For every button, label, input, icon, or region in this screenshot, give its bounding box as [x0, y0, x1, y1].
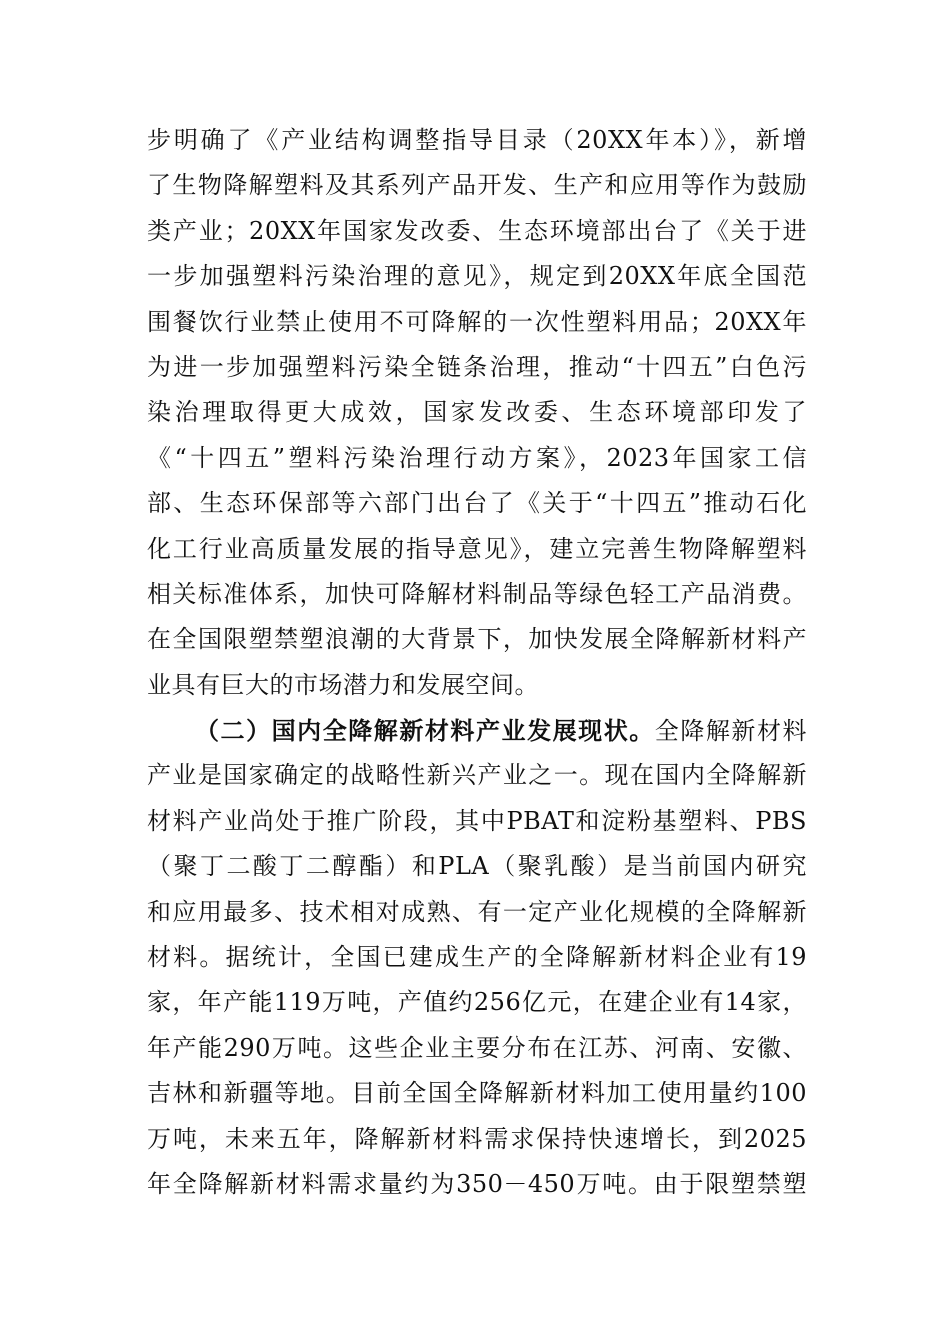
text-line: 相关标准体系，加快可降解材料制品等绿色轻工产品消费。 — [147, 579, 807, 608]
text-line: 围餐饮行业禁止使用不可降解的一次性塑料用品；20XX年 — [147, 307, 807, 336]
text-line: 部、生态环保部等六部门出台了《关于“十四五”推动石化 — [147, 489, 807, 518]
text-line: 家，年产能119万吨，产值约256亿元，在建企业有14家， — [147, 988, 807, 1017]
text-line: 和应用最多、技术相对成熟、有一定产业化规模的全降解新 — [147, 897, 807, 926]
text-line: 年全降解新材料需求量约为350－450万吨。由于限塑禁塑 — [147, 1169, 807, 1198]
text-line: 化工行业高质量发展的指导意见》，建立完善生物降解塑料 — [147, 534, 807, 563]
text-line: （聚丁二酸丁二醇酯）和PLA（聚乳酸）是当前国内研究 — [147, 852, 807, 881]
text-line: 类产业；20XX年国家发改委、生态环境部出台了《关于进 — [147, 216, 807, 245]
text-line: 材料产业尚处于推广阶段，其中PBAT和淀粉基塑料、PBS — [147, 806, 807, 835]
heading-line-rest: 全降解新材料 — [654, 717, 807, 746]
text-line: 《“十四五”塑料污染治理行动方案》，2023年国家工信 — [147, 443, 807, 472]
text-line: 材料。据统计，全国已建成生产的全降解新材料企业有19 — [147, 943, 807, 972]
text-line: 为进一步加强塑料污染全链条治理，推动“十四五”白色污 — [147, 352, 807, 381]
paragraph-policy-background — [147, 118, 807, 708]
text-line: 年产能290万吨。这些企业主要分布在江苏、河南、安徽、 — [147, 1033, 807, 1062]
text-line: 一步加强塑料污染治理的意见》，规定到20XX年底全国范 — [147, 262, 807, 291]
text-line: 步明确了《产业结构调整指导目录（20XX年本）》，新增 — [147, 126, 807, 154]
text-line: 业具有巨大的市场潜力和发展空间。 — [147, 670, 539, 699]
text-line: 吉林和新疆等地。目前全国全降解新材料加工使用量约100 — [147, 1079, 807, 1108]
section-heading: （二）国内全降解新材料产业发展现状。 — [195, 716, 655, 746]
text-line: 产业是国家确定的战略性新兴产业之一。现在国内全降解新 — [147, 761, 807, 790]
text-line: 了生物降解塑料及其系列产品开发、生产和应用等作为鼓励 — [147, 171, 807, 200]
text-line: 万吨，未来五年，降解新材料需求保持快速增长，到2025 — [147, 1124, 807, 1153]
paragraph-domestic-status — [147, 708, 807, 1207]
text-line: 在全国限塑禁塑浪潮的大背景下，加快发展全降解新材料产 — [147, 625, 807, 654]
section-heading-line — [147, 708, 807, 753]
text-line: 染治理取得更大成效，国家发改委、生态环境部印发了 — [147, 398, 807, 427]
body-text — [147, 118, 807, 1207]
